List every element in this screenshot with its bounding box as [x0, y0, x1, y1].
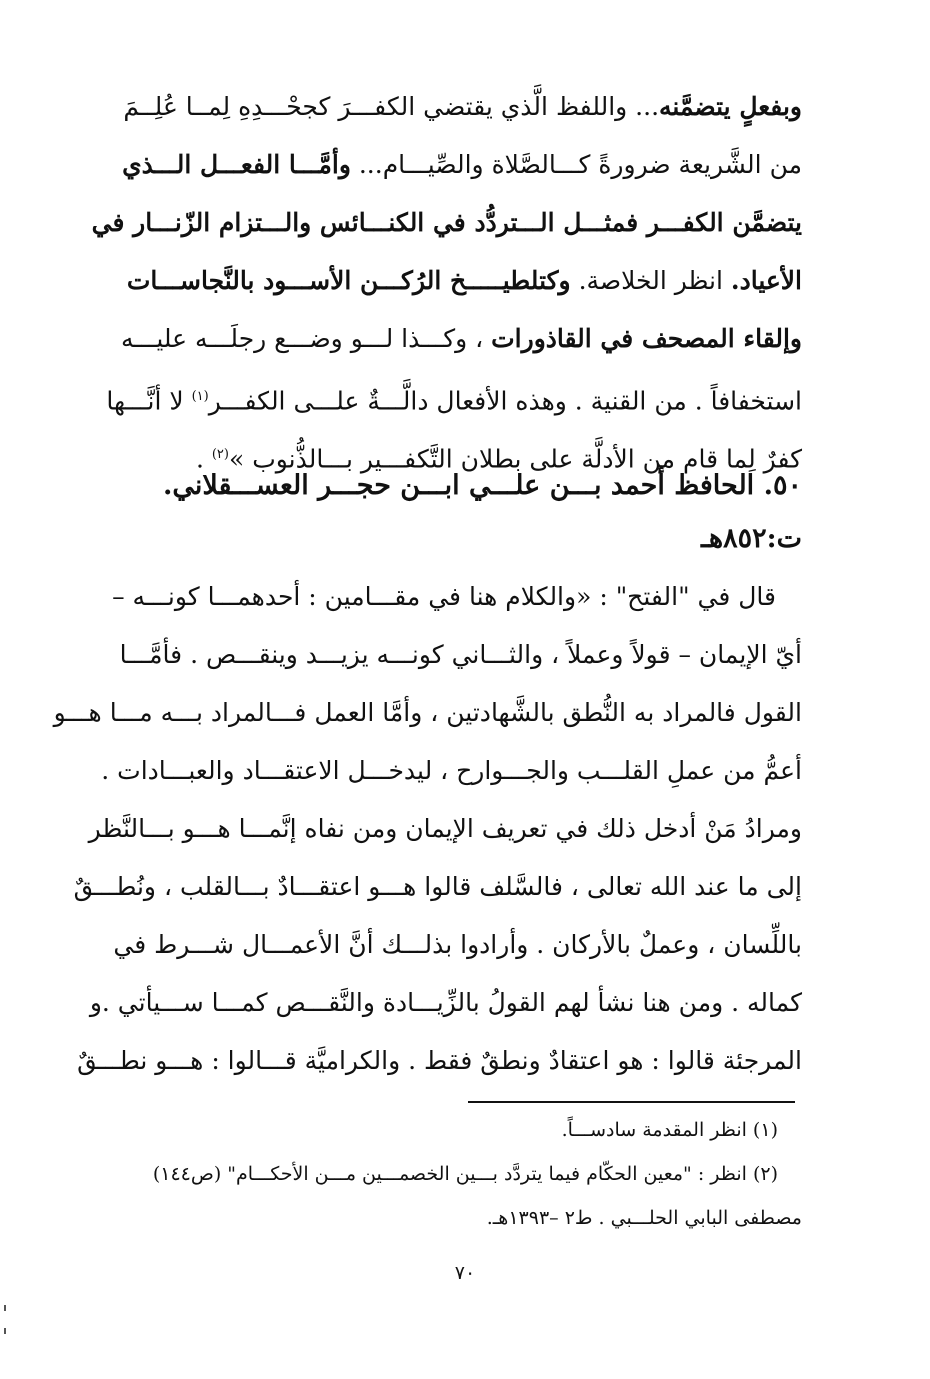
bold-phrase: وكتلطيـــــخ الرُكـــن الأســـود بالنَّجاســـات [126, 266, 571, 295]
text-line: المرجئة قالوا : هو اعتقادٌ ونطقٌ فقط . والكراميَّة قـــالوا : هـــو نطـــقٌ [77, 1046, 802, 1075]
text-line [82, 310, 802, 368]
text-line: أيّ الإيمان – قولاً وعملاً ، والثـــاني كونـــه يزيـــد وينقـــص . فأمَّـــا [119, 640, 802, 669]
text-line: قال في "الفتح" : «والكلام هنا في مقـــامين : أحدهمـــا كونـــه – [112, 582, 776, 611]
text-line [82, 194, 802, 252]
footnote-marker[interactable]: (١) [191, 389, 209, 404]
plain-text: ... واللفظ الَّذي يقتضي الكفـــرَ كجحْـــدِهِ لِمــا عُلِــمَ [123, 92, 660, 121]
plain-text: ، وكـــذا لـــو وضـــع رجلَـــه عليـــه [120, 324, 484, 353]
text-line [82, 78, 802, 136]
text-line: كماله . ومن هنا نشأ لهم القولُ بالزِّيـــادة والنَّقـــص كمـــا ســـيأتي .و [89, 988, 802, 1017]
bold-phrase: يتضمَّن الكفـــر فمثـــل الـــتردُّد في الكنـــائس والـــتزام الزّنـــار في [91, 208, 802, 237]
plain-text: استخفافاً . من القنية . وهذه الأفعال دالَّـــةٌ علـــى الكفـــر [208, 386, 802, 416]
text-line [82, 368, 802, 426]
footnote-2-continuation: مصطفى البابي الحلـــبي . ط٢ –١٣٩٣هـ. [486, 1207, 802, 1229]
footnote-marker[interactable]: (٢) [211, 447, 229, 462]
plain-text: انظر الخلاصة. [578, 266, 723, 295]
plain-text: من الشَّريعة ضرورةً كـــالصَّلاة والصِّيـــام... [358, 150, 802, 179]
plain-text: كفرٌ لِما قام من الأدلَّة على بطلان التَّكفـــير بـــالذُّنوب » [228, 444, 802, 474]
paragraph-1 [82, 78, 802, 484]
text-line: أعمُّ من عملِ القلـــب والجـــوارح ، ليدخـــل الاعتقـــاد والعبـــادات . [101, 756, 802, 785]
footnotes [82, 1108, 802, 1240]
death-date: ت:٨٥٢هـ [700, 523, 802, 554]
text-line: ومرادُ مَنْ أدخل ذلك في تعريف الإيمان ومن نفاه إنَّمـــا هـــو بـــالنَّظر [88, 814, 802, 843]
footnote-divider [468, 1101, 795, 1103]
section-heading: ٥٠. الحافظ أحمد بـــن علـــي ابـــن حجـــر العســـقلاني. [163, 470, 802, 501]
bold-phrase: الأعياد. [730, 266, 802, 295]
bold-phrase: وأمَّـــا الفعـــل الـــذي [122, 150, 351, 179]
text-line: باللِّسان ، وعملٌ بالأركان . وأرادوا بذلـــك أنَّ الأعمـــال شـــرط في [113, 930, 802, 959]
footnote-2: (٢) انظر : "معين الحكّام فيما يتردَّد بـــين الخصمـــين مـــن الأحكـــام" (ص١٤٤) [152, 1163, 778, 1185]
text-line [82, 252, 802, 310]
bold-phrase: وبفعلٍ يتضمَّنه [659, 92, 802, 121]
scan-mark [4, 1305, 6, 1311]
page-number: ٧٠ [454, 1262, 476, 1284]
scan-mark [4, 1328, 6, 1334]
plain-text: . [195, 444, 204, 474]
plain-text: لا أنَّـــها [106, 386, 184, 416]
paragraph-2 [53, 568, 802, 1090]
text-line: القول فالمراد به النُّطق بالشَّهادتين ، وأمَّا العمل فـــالمراد بـــه مـــا هـــو [53, 698, 802, 727]
bold-phrase: وإلقاء المصحف في القاذورات [491, 324, 802, 353]
footnote-1: (١) انظر المقدمة سادســـاً. [561, 1119, 778, 1141]
text-line: إلى ما عند الله تعالى ، فالسَّلف قالوا هـــو اعتقـــادٌ بـــالقلب ، ونُطـــقٌ [73, 872, 802, 901]
text-line [82, 136, 802, 194]
